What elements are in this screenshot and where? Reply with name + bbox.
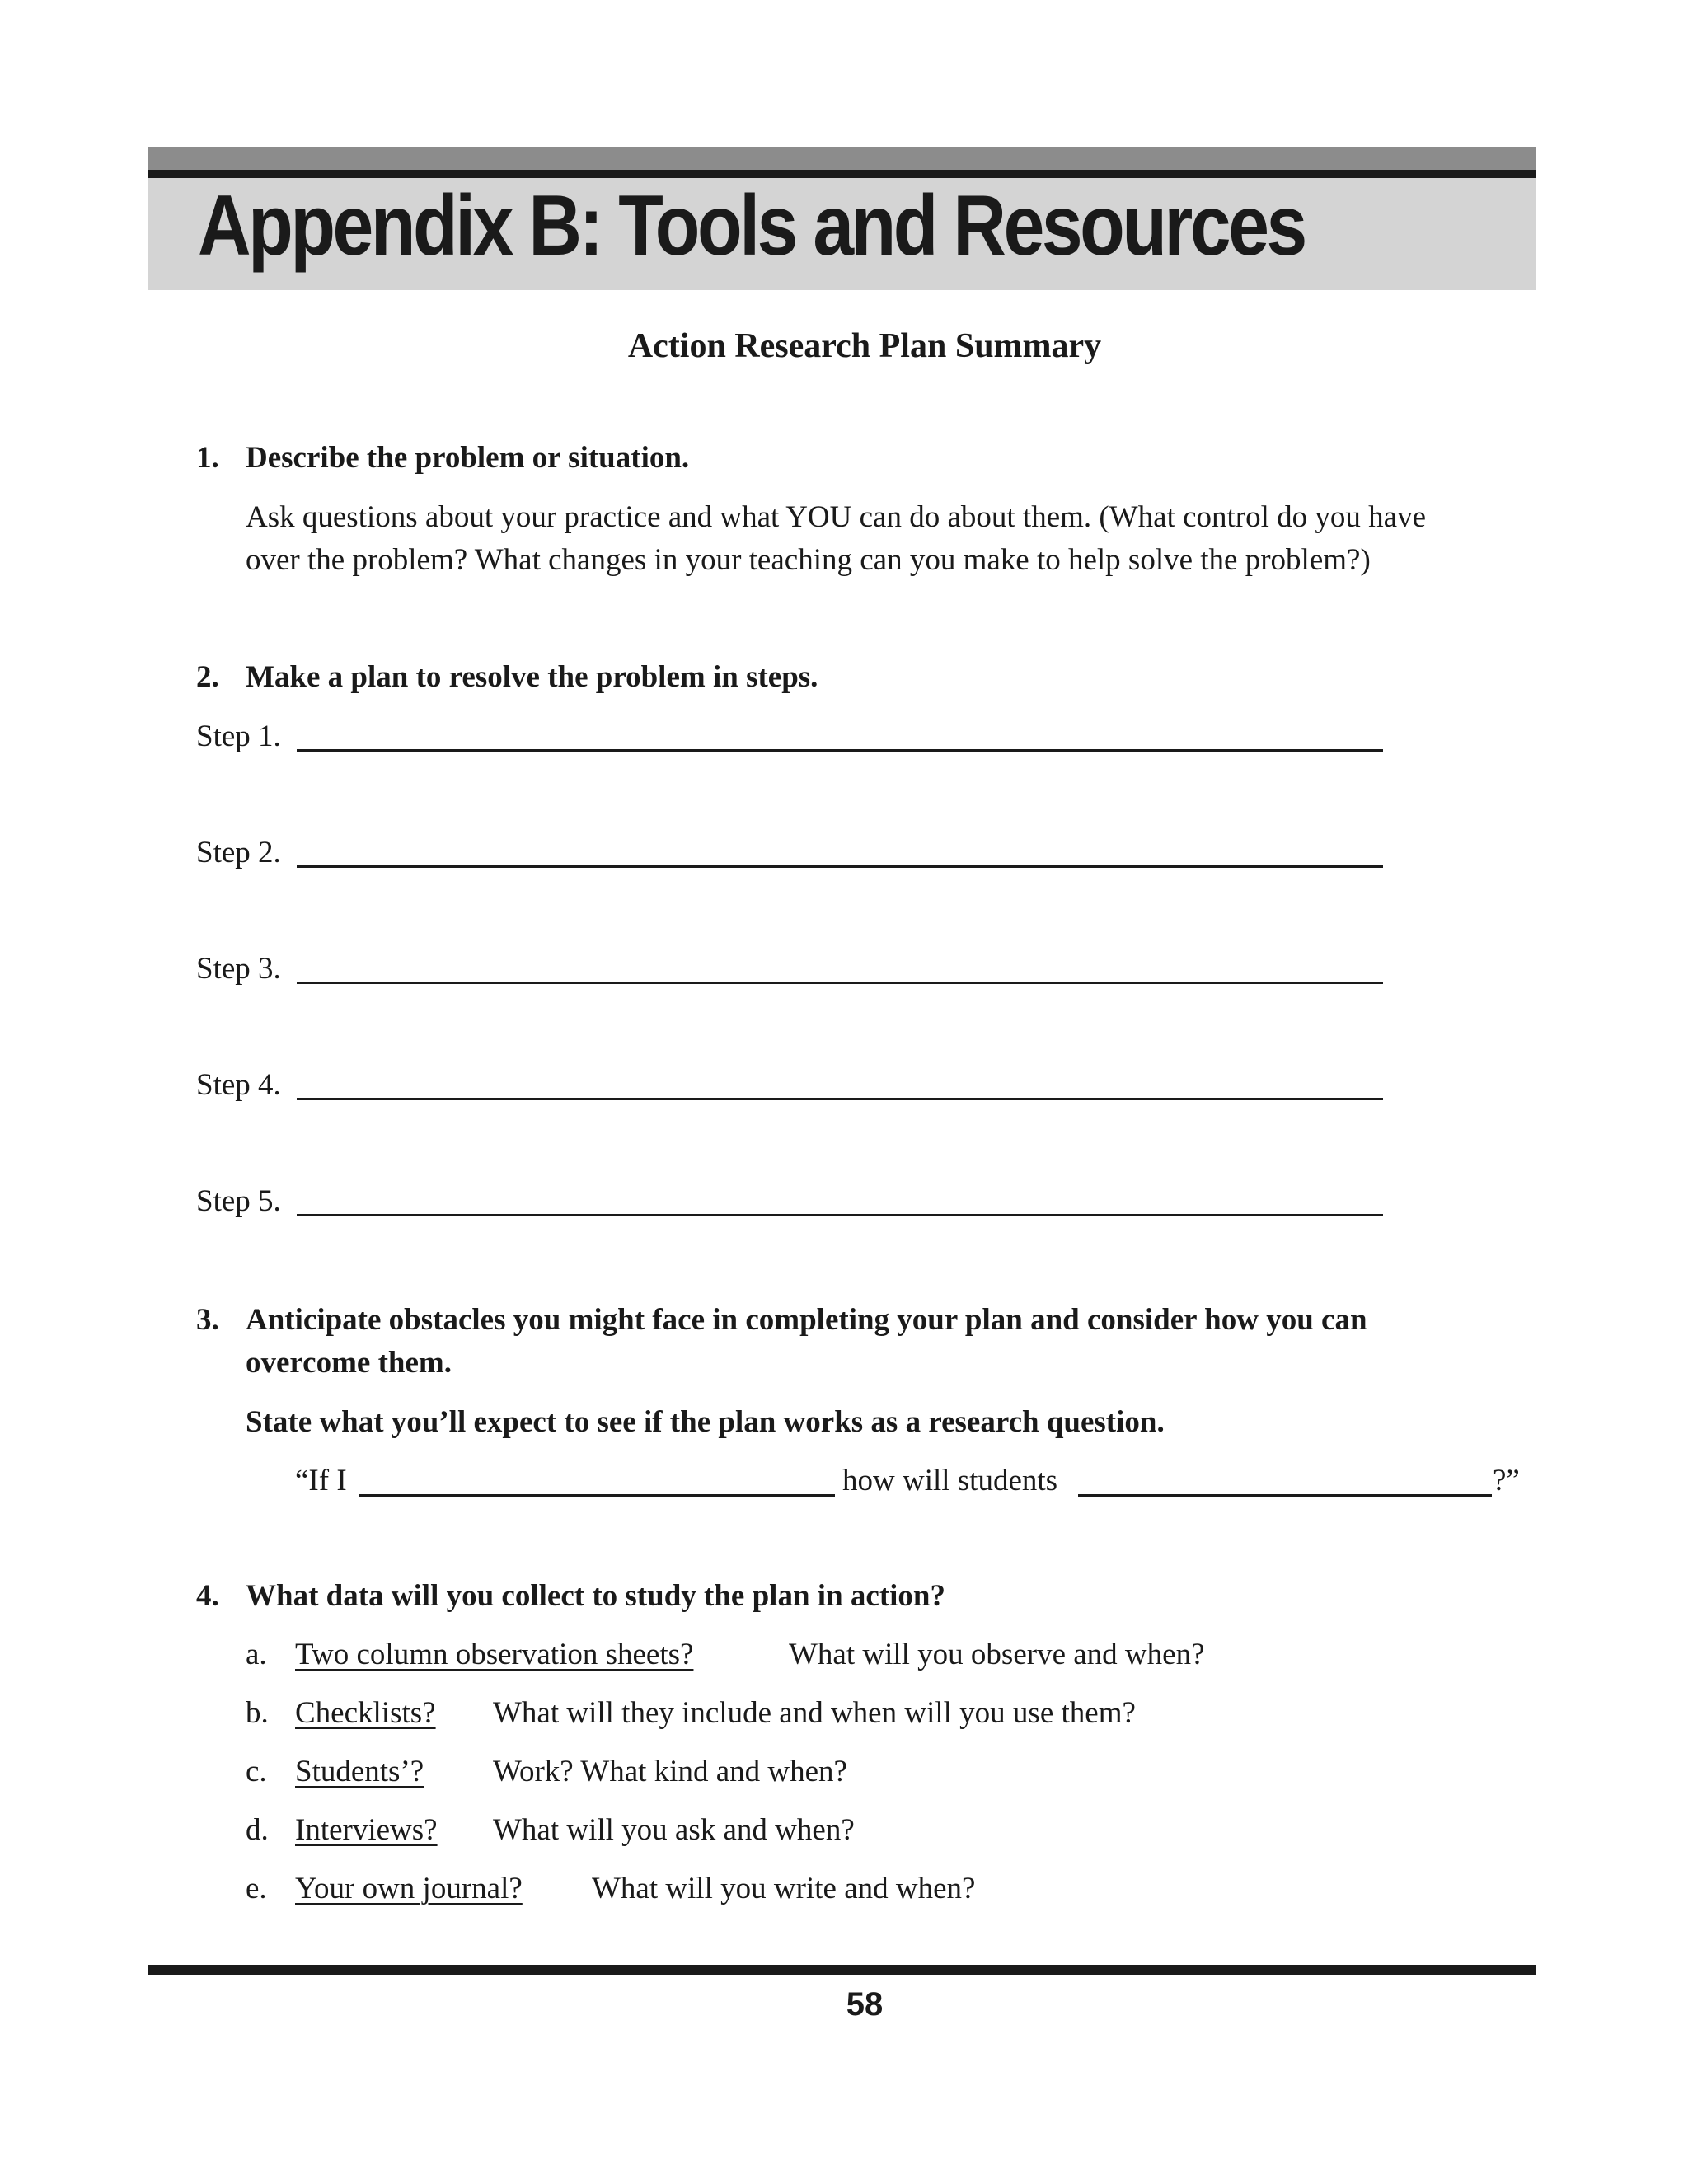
step-2-label: Step 2. [196, 836, 281, 869]
step-4-blank-line[interactable] [297, 1098, 1383, 1100]
item-b-letter: b. [246, 1696, 269, 1730]
step-3-blank-line[interactable] [297, 982, 1383, 984]
section-1-text-line2: over the problem? What changes in your teaching can you make to help solve the problem?) [246, 543, 1371, 577]
section-3-subheading: State what you’ll expect to see if the plan works as a research question. [246, 1405, 1165, 1439]
step-2-blank-line[interactable] [297, 865, 1383, 868]
item-d-label: Interviews? [295, 1813, 438, 1847]
page-number: 58 [846, 1986, 884, 2022]
step-1-blank-line[interactable] [297, 749, 1383, 752]
item-c-letter: c. [246, 1755, 267, 1788]
section-1-number: 1. [196, 441, 219, 475]
item-a-question: What will you observe and when? [789, 1638, 1205, 1671]
item-c-label: Students’? [295, 1755, 424, 1788]
section-4-heading: What data will you collect to study the plan in action? [246, 1579, 945, 1613]
section-3-heading-line1: Anticipate obstacles you might face in completing your plan and consider how you can [246, 1303, 1367, 1337]
step-4-label: Step 4. [196, 1068, 281, 1102]
section-1-text-line1: Ask questions about your practice and what YOU can do about them. (What control do you have [246, 500, 1426, 534]
research-question-close: ?” [1493, 1464, 1520, 1497]
research-question-mid: how will students [842, 1464, 1058, 1497]
step-5-label: Step 5. [196, 1184, 281, 1218]
step-1-label: Step 1. [196, 719, 281, 753]
step-3-label: Step 3. [196, 952, 281, 986]
research-question-blank-1[interactable] [359, 1494, 835, 1497]
page-title: Appendix B: Tools and Resources [198, 178, 1305, 274]
step-5-blank-line[interactable] [297, 1214, 1383, 1216]
item-a-letter: a. [246, 1638, 267, 1671]
item-b-question: What will they include and when will you use them? [493, 1696, 1136, 1730]
item-e-question: What will you write and when? [592, 1872, 976, 1905]
section-3-heading-line2: overcome them. [246, 1346, 452, 1380]
research-question-open: “If I [295, 1464, 347, 1497]
document-subtitle: Action Research Plan Summary [627, 327, 1102, 365]
footer-rule [148, 1965, 1536, 1975]
research-question-blank-2[interactable] [1078, 1494, 1492, 1497]
item-a-label: Two column observation sheets? [295, 1638, 694, 1671]
item-e-letter: e. [246, 1872, 267, 1905]
section-2-number: 2. [196, 660, 219, 694]
header-bar-gray [148, 147, 1536, 170]
item-e-label: Your own journal? [295, 1872, 523, 1905]
section-4-number: 4. [196, 1579, 219, 1613]
section-1-heading: Describe the problem or situation. [246, 441, 690, 475]
section-2-heading: Make a plan to resolve the problem in steps. [246, 660, 818, 694]
item-d-question: What will you ask and when? [493, 1813, 855, 1847]
item-b-label: Checklists? [295, 1696, 436, 1730]
item-d-letter: d. [246, 1813, 269, 1847]
section-3-number: 3. [196, 1303, 219, 1337]
item-c-question: Work? What kind and when? [493, 1755, 847, 1788]
